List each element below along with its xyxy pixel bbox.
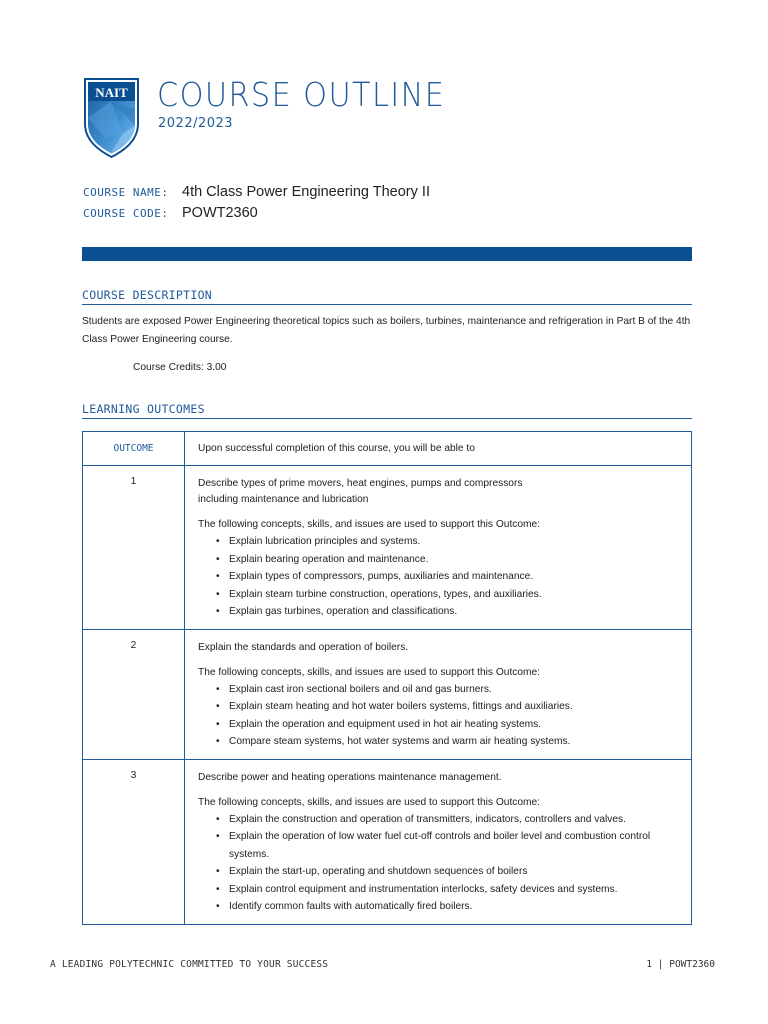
outcome-number: 2 xyxy=(83,629,185,759)
outcomes-table xyxy=(82,431,692,925)
outcomes-intro: Upon successful completion of this course, you will be able to xyxy=(185,432,692,466)
list-item: • Explain steam heating and hot water boilers systems, fittings and auxiliaries. xyxy=(216,698,683,716)
course-name-value: 4th Class Power Engineering Theory II xyxy=(182,184,430,200)
list-item: • Explain types of compressors, pumps, auxiliaries and maintenance. xyxy=(216,568,683,586)
course-code-row xyxy=(83,205,258,221)
outcome-number: 3 xyxy=(83,759,185,924)
list-item: • Explain control equipment and instrumentation interlocks, safety devices and systems. xyxy=(216,881,683,899)
course-description-text: Students are exposed Power Engineering theoretical topics such as boilers, turbines, maintenance and refrigeration in Part B of the 4th Class Power Engineering course. xyxy=(82,316,691,345)
nait-logo xyxy=(83,78,140,158)
list-item: • Explain the start-up, operating and shutdown sequences of boilers xyxy=(216,863,683,881)
outcome-statement: Describe types of prime movers, heat engines, pumps and compressors including maintenance and lubrication xyxy=(198,478,523,505)
support-intro: The following concepts, skills, and issues are used to support this Outcome: xyxy=(198,796,541,808)
outcome-bullets xyxy=(216,681,683,751)
outcome-number: 1 xyxy=(83,466,185,630)
divider-bar xyxy=(82,247,692,261)
outcome-row xyxy=(83,759,692,924)
list-item: • Explain bearing operation and maintenance. xyxy=(216,551,683,569)
list-item: • Explain cast iron sectional boilers and oil and gas burners. xyxy=(216,681,683,699)
outcomes-header-row xyxy=(83,432,692,466)
course-code-value: POWT2360 xyxy=(182,205,258,221)
outcome-bullets xyxy=(216,811,683,916)
list-item: • Explain the operation of low water fuel cut-off controls and boiler level and combustion control systems. xyxy=(216,828,683,863)
learning-outcomes-heading: LEARNING OUTCOMES xyxy=(82,402,692,419)
course-credits: Course Credits: 3.00 xyxy=(133,362,227,373)
course-name-label: COURSE NAME: xyxy=(83,186,169,199)
academic-year: 2022/2023 xyxy=(158,116,234,131)
course-name-row xyxy=(83,184,430,200)
support-intro: The following concepts, skills, and issues are used to support this Outcome: xyxy=(198,519,541,530)
outcome-bullets xyxy=(216,533,683,621)
outcome-column-header: OUTCOME xyxy=(83,432,185,466)
outcome-row xyxy=(83,629,692,759)
outcome-statement: Explain the standards and operation of boilers. xyxy=(198,641,409,653)
list-item: • Explain the construction and operation of transmitters, indicators, controllers and valves. xyxy=(216,811,683,829)
list-item: • Compare steam systems, hot water systems and warm air heating systems. xyxy=(216,733,683,751)
support-intro: The following concepts, skills, and issues are used to support this Outcome: xyxy=(198,666,541,678)
footer-tagline: A LEADING POLYTECHNIC COMMITTED TO YOUR SUCCESS xyxy=(50,959,329,970)
outcome-statement: Describe power and heating operations maintenance management. xyxy=(198,771,502,783)
course-code-label: COURSE CODE: xyxy=(83,207,169,220)
outcome-row xyxy=(83,466,692,630)
list-item: • Explain the operation and equipment used in hot air heating systems. xyxy=(216,716,683,734)
logo-text: NAIT xyxy=(95,85,128,100)
footer-page-number: 1 | POWT2360 xyxy=(646,959,715,970)
list-item: • Explain steam turbine construction, operations, types, and auxiliaries. xyxy=(216,586,683,604)
list-item: • Identify common faults with automatically fired boilers. xyxy=(216,898,683,916)
list-item: • Explain gas turbines, operation and classifications. xyxy=(216,603,683,621)
course-description-heading: COURSE DESCRIPTION xyxy=(82,288,692,305)
list-item: • Explain lubrication principles and systems. xyxy=(216,533,683,551)
page-title: COURSE OUTLINE xyxy=(157,75,446,114)
